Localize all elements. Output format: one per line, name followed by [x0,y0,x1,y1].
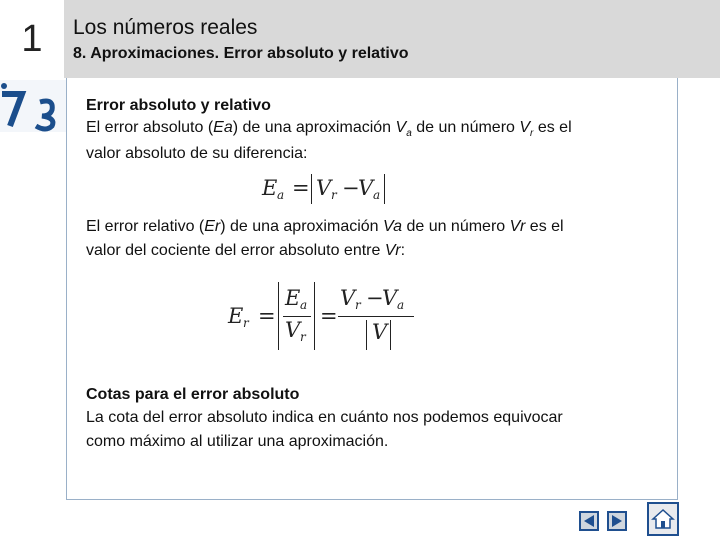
prev-arrow-icon [582,514,596,528]
next-button[interactable] [607,511,627,531]
section2-line2: valor del cociente del error absoluto entre Vr: [86,242,406,259]
section-heading-error: Error absoluto y relativo [86,97,271,114]
section1-line1: El error absoluto (Ea) de una aproximación $V_a$ de un número $V_r$ es el [86,119,572,140]
header-bar [64,0,720,78]
page-title: Los números reales [73,16,258,39]
decorative-numbers-image [0,80,68,132]
formula-relative-error: E r = E a V r = V r − V a V [228,280,428,354]
section3-line2: como máximo al utilizar una aproximación. [86,433,389,450]
section-heading-bounds: Cotas para el error absoluto [86,386,300,403]
prev-button[interactable] [579,511,599,531]
section1-line2: valor absoluto de su diferencia: [86,145,308,162]
home-icon [651,507,675,531]
formula-absolute-error: E a = V r − V a [262,172,392,206]
chapter-number: 1 [0,0,64,78]
next-arrow-icon [610,514,624,528]
home-button[interactable] [647,502,679,536]
section2-line1: El error relativo (Er) de una aproximación Va de un número Vr es el [86,218,564,235]
page-subtitle: 8. Aproximaciones. Error absoluto y relativo [73,45,409,62]
section3-line1: La cota del error absoluto indica en cuánto nos podemos equivocar [86,409,563,426]
